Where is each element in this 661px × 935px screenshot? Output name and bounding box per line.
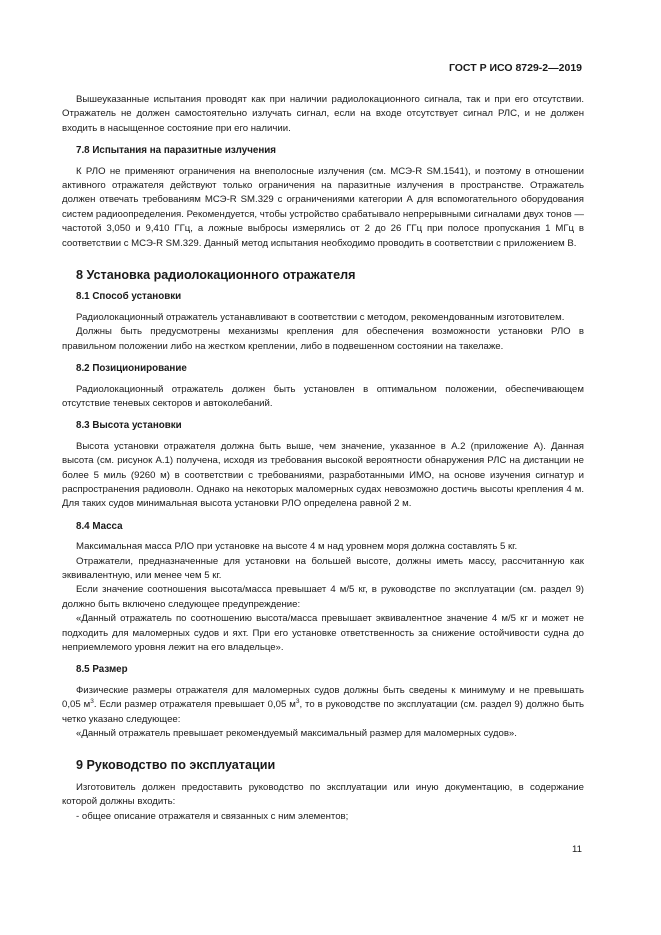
paragraph-8-5-a bbox=[62, 684, 584, 727]
paragraph-8-4-quote: «Данный отражатель по соотношению высота/масса превышает эквивалентное значение 4 м/5 кг и может не подходить для маломерных судов и яхт. При его установке ответственность за снижение остойчивости судна до неприемлемого уровня лежит на его владельце». bbox=[62, 613, 584, 653]
text-fragment: , то в руководстве по эксплуатации (см. раздел 9) должно быть четко указано следующее: bbox=[62, 699, 584, 725]
page-number: 11 bbox=[572, 844, 582, 855]
text-fragment: Физические размеры отражателя для маломерных судов должны быть сведены к минимуму и не превышать 0,05 м bbox=[62, 684, 584, 711]
body-text bbox=[62, 93, 584, 824]
paragraph-8-4-a: Максимальная масса РЛО при установке на высоте 4 м над уровнем моря должна составлять 5 кг. bbox=[76, 541, 518, 553]
heading-7-8: 7.8 Испытания на паразитные излучения bbox=[76, 145, 276, 157]
paragraph-intro: Вышеуказанные испытания проводят как при наличии радиолокационного сигнала, так и при его отсутствии. Отражатель не должен самостоятельно излучать сигнал, если на входе отсутствует сигнал РЛС, и не должен входить в насыщенное состояние при его наличии. bbox=[62, 94, 584, 134]
paragraph-8-2: Радиолокационный отражатель должен быть установлен в оптимальном положении, обеспечивающем отсутствие теневых секторов и автоколебаний. bbox=[62, 383, 584, 409]
heading-8-5: 8.5 Размер bbox=[76, 664, 128, 676]
standard-number: ГОСТ Р ИСО 8729-2—2019 bbox=[448, 62, 582, 74]
paragraph-9: Изготовитель должен предоставить руководство по эксплуатации или иную документацию, в содержание которой должны входить: bbox=[62, 781, 584, 808]
heading-8-3: 8.3 Высота установки bbox=[76, 420, 182, 432]
superscript-3: 3 bbox=[295, 698, 300, 706]
paragraph-8-4-c: Если значение соотношения высота/масса превышает 4 м/5 кг, в руководстве по эксплуатации (см. раздел 9) должно быть включено следующее предупреждение: bbox=[62, 584, 584, 610]
paragraph-8-1-b: Должны быть предусмотрены механизмы крепления для обеспечения возможности установки РЛО в правильном положении либо на жестком креплении, либо в подвешенном состоянии на такелаже. bbox=[62, 326, 584, 352]
text-fragment: . Если размер отражателя превышает 0,05 м bbox=[93, 699, 296, 711]
paragraph-8-4-b: Отражатели, предназначенные для установки на большей высоте, должны иметь массу, рассчитанную как эквивалентную, или менее чем 5 кг. bbox=[62, 555, 584, 581]
superscript-3: 3 bbox=[90, 698, 94, 706]
list-item: - общее описание отражателя и связанных с ним элементов; bbox=[76, 810, 349, 822]
heading-8-2: 8.2 Позиционирование bbox=[76, 363, 187, 375]
paragraph-7-8: К РЛО не применяют ограничения на внеполосные излучения (см. МСЭ-R SM.1541), и поэтому в отношении активного отражателя действуют только ограничения на паразитные излучения в пространстве. Отражатель должен отвечать требованиям МСЭ-R SM.329 с ограничениями категории А для вспомогательного оборудования систем радиоопределения. Рекомендуется, чтобы устройство срабатывало непрерывными сигналами двух тонов — частотой 3,050 и 9,410 ГГц, а ложные выбросы измерялись от 2 до 26 ГГц при полосе пропускания 1 МГц в соответствии с МСЭ-R SM.329. Данный метод испытания необходимо проводить в соответствии с приложением В. bbox=[62, 165, 584, 249]
paragraph-8-1-a: Радиолокационный отражатель устанавливают в соответствии с методом, рекомендованным изготовителем. bbox=[76, 311, 565, 323]
paragraph-8-3: Высота установки отражателя должна быть выше, чем значение, указанное в А.2 (приложение А). Данная высота (см. рисунок А.1) получена, исходя из требования высокой вероятности обнаружения РЛС на дистанции не более 5 миль (9260 м) в соответствии с требованиями, разработанными ИМО, на основе изучения сигнатур и распространения радиоволн. Однако на некоторых маломерных судах невозможно достичь высоты крепления 4 м. Для таких судов минимальная высота установки РЛО определена равной 2 м. bbox=[62, 440, 584, 510]
paragraph-8-5-quote: «Данный отражатель превышает рекомендуемый максимальный размер для маломерных судов». bbox=[76, 728, 517, 740]
heading-section-8: 8 Установка радиолокационного отражателя bbox=[76, 268, 356, 283]
heading-section-9: 9 Руководство по эксплуатации bbox=[76, 758, 276, 773]
heading-8-4: 8.4 Масса bbox=[76, 520, 123, 532]
heading-8-1: 8.1 Способ установки bbox=[76, 291, 182, 303]
